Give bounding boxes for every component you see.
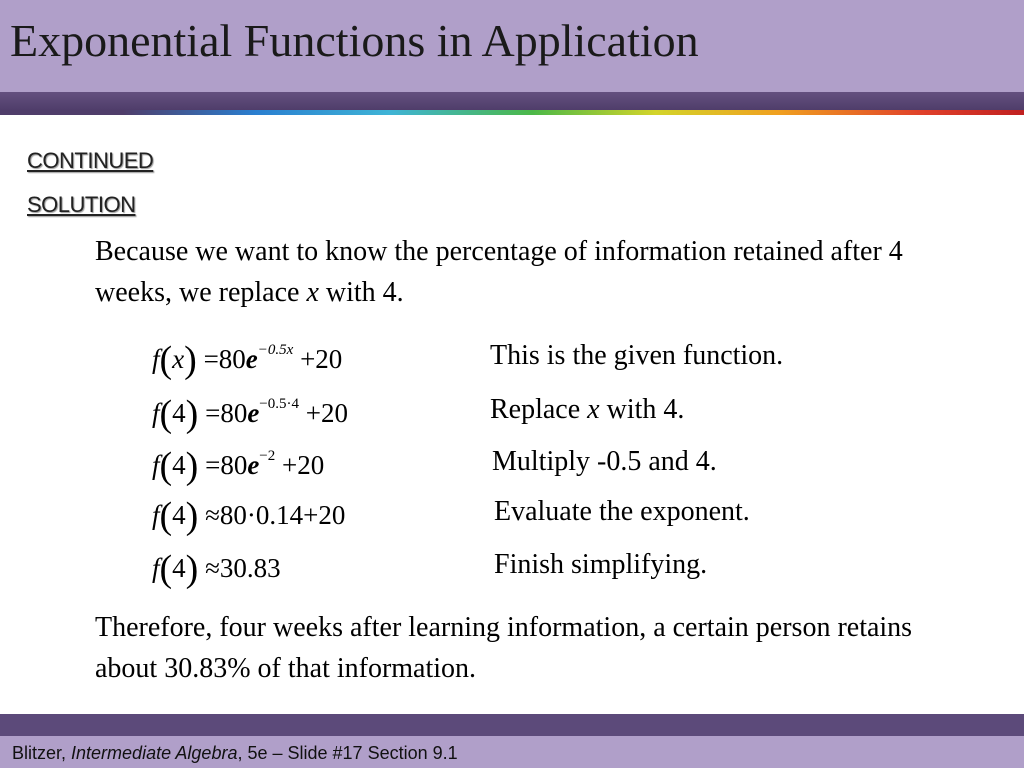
function-name: f [152, 553, 160, 583]
intro-text-end: with 4. [318, 277, 404, 308]
continued-label: CONTINUED [27, 148, 154, 173]
right-hand-side: 30.83 [219, 553, 281, 583]
slide-footer [12, 743, 458, 764]
right-hand-side: 80·0.14+20 [219, 500, 346, 530]
solution-label: SOLUTION [27, 192, 136, 217]
step-note-3: Multiply -0.5 and 4. [492, 446, 717, 477]
footer-book-title: Intermediate Algebra [71, 743, 238, 763]
relation-sign: = [205, 450, 221, 480]
step-note-text-end: with 4. [599, 394, 685, 425]
relation-sign: ≈ [205, 553, 220, 583]
constant-term: +20 [300, 344, 343, 374]
conclusion-paragraph: Therefore, four weeks after learning information, a certain person retains about 30.83% of that information. [95, 612, 913, 684]
coefficient: 80 [218, 344, 246, 374]
function-argument: 4 [172, 553, 186, 583]
function-name: f [152, 500, 160, 530]
coefficient: 80 [220, 450, 248, 480]
coefficient: 80 [220, 398, 248, 428]
title-bar [0, 0, 1024, 92]
function-argument: 4 [172, 398, 186, 428]
equation-3: $f(4) =80e^{-2} +20$ [152, 445, 325, 487]
equation-2: $f(4) =80e^{-0.5\cdot 4} +20$ [152, 393, 348, 435]
step-note-4: Evaluate the exponent. [494, 496, 750, 527]
slide-title: Exponential Functions in Application [10, 15, 699, 66]
exponent: −0.5x [257, 342, 294, 358]
step-note-text: Replace [490, 394, 588, 425]
equation-5: f(4) ≈30.83 [152, 548, 281, 590]
exponential-base: e [247, 398, 260, 428]
constant-term: +20 [282, 450, 325, 480]
exponential-base: e [247, 450, 260, 480]
function-argument: x [172, 344, 185, 374]
title-divider-bar [0, 92, 1024, 110]
equation-1: $f(x) =80e^{-0.5x} +20$ [152, 339, 343, 381]
exponential-base: e [245, 344, 258, 374]
footer-author: Blitzer, [12, 743, 72, 763]
exponent: −0.5·4 [259, 396, 300, 412]
step-note-5: Finish simplifying. [494, 549, 708, 580]
equation-4: f(4) ≈80·0.14+20 [152, 495, 346, 537]
step-note-2 [490, 394, 684, 426]
function-argument: 4 [172, 450, 186, 480]
function-argument: 4 [172, 500, 186, 530]
function-name: f [152, 344, 160, 374]
relation-sign: ≈ [205, 500, 220, 530]
step-note-variable: x [587, 394, 600, 425]
intro-paragraph [95, 231, 975, 313]
step-note-1: This is the given function. [490, 340, 784, 371]
intro-variable: x [306, 277, 319, 308]
relation-sign: = [205, 398, 221, 428]
footer-slide-info: , 5e – Slide #17 Section 9.1 [237, 743, 458, 763]
relation-sign: = [203, 344, 219, 374]
footer-divider-bar [0, 714, 1024, 736]
function-name: f [152, 450, 160, 480]
constant-term: +20 [305, 398, 348, 428]
rainbow-stripe [0, 110, 1024, 115]
function-name: f [152, 398, 160, 428]
intro-text: Because we want to know the percentage of information retained after 4 weeks, we replace [95, 236, 903, 308]
exponent: −2 [259, 448, 276, 464]
